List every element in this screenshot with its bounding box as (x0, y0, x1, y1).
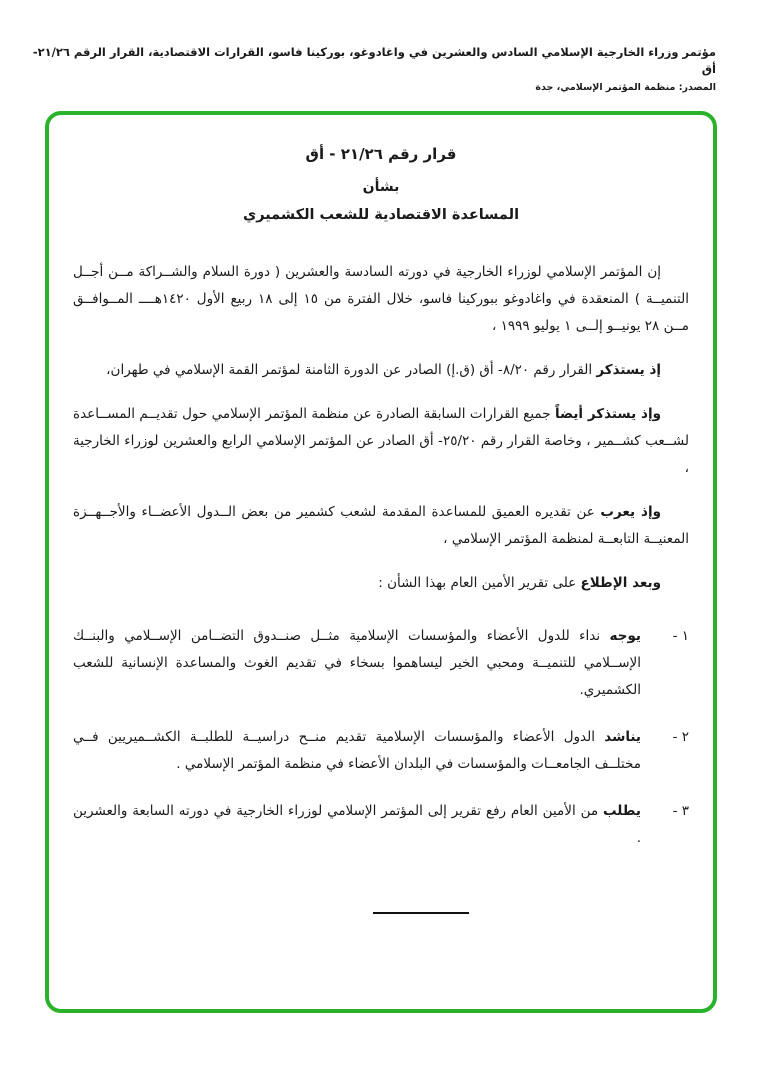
preamble-paragraph (73, 259, 689, 340)
item-text-block (73, 724, 641, 778)
paragraph-lead: وإذ يعرب (600, 503, 661, 520)
report-review-paragraph (73, 570, 689, 597)
item-text: الدول الأعضاء والمؤسسات الإسلامية تقديم منــح دراسيــة للطلبــة الكشــميريين فــي مختلــف الجامعــات والمؤسسات في البلدان الأعضاء في منظمة المؤتمر الإسلامي . (73, 728, 641, 772)
end-divider-line (373, 912, 469, 914)
paragraph-lead: إذ يستذكر (596, 361, 661, 378)
recalling-also-paragraph (73, 401, 689, 482)
item-lead: يطلب (602, 802, 642, 819)
item-number: ٣ - (672, 802, 689, 819)
paragraph-text: عن تقديره العميق للمساعدة المقدمة لشعب كشمير من بعض الــدول الأعضــاء والأجــهــزة المعنيــة التابعــة لمنظمة المؤتمر الإسلامي ، (73, 503, 689, 547)
paragraph-lead: وإذ يستذكر أيضاً (554, 405, 661, 422)
resolution-frame (45, 111, 717, 1013)
resolution-subject-title: المساعدة الاقتصادية للشعب الكشميري (242, 206, 520, 223)
paragraph-lead: وبعد الإطلاع (580, 574, 661, 591)
resolution-number-title: قرار رقم ٢١/٢٦ - أق (305, 144, 457, 163)
appreciation-paragraph (73, 499, 689, 553)
paragraph-text: إن المؤتمر الإسلامي لوزراء الخارجية في دورته السادسة والعشرين ( دورة السلام والشــراكة مــن أجــل التنميــة ) المنعقدة في واغادوغو ببوركينا فاسو، خلال الفترة من ١٥ إلى ١٨ ربيع الأول ١٤٢٠هــــ المــوافــق مــن ٢٨ يونيــو إلــى ١ يوليو ١٩٩٩ ، (73, 263, 689, 334)
item-number: ١ - (672, 627, 689, 644)
item-lead: يناشد (604, 728, 641, 745)
operative-items-list (69, 623, 693, 852)
item-text: من الأمين العام رفع تقرير إلى المؤتمر الإسلامي لوزراء الخارجية في دورته السابعة والعشرين . (73, 802, 641, 846)
list-item (73, 724, 689, 778)
item-text-block (73, 623, 641, 704)
source-header (0, 0, 762, 93)
recalling-paragraph (73, 357, 689, 384)
paragraph-text: جميع القرارات السابقة الصادرة عن منظمة المؤتمر الإسلامي حول تقديــم المســاعدة لشــعب كشــمير ، وخاصة القرار رقم ٢٥/٢٠- أق الصادر عن المؤتمر الإسلامي الرابع والعشرين لوزراء الخارجية ، (73, 405, 689, 476)
list-item (73, 798, 689, 852)
item-text: نداء للدول الأعضاء والمؤسسات الإسلامية مثــل صنــدوق التضــامن الإســلامي والبنــك الإســلامي للتنميــة ومحبي الخير ليساهموا بسخاء في تقديم الغوث والمساعدة الإنسانية للشعب الكشميري. (73, 627, 641, 698)
list-item (73, 623, 689, 704)
header-citation: مؤتمر وزراء الخارجية الإسلامي السادس والعشرين في واغادوغو، بوركينا فاسو، القرارات الاقتصادية، القرار الرقم ٢١/٢٦-أق (32, 45, 716, 77)
paragraph-text: على تقرير الأمين العام بهذا الشأن : (378, 574, 577, 591)
item-text-block (73, 798, 641, 852)
item-lead: يوجه (609, 627, 641, 644)
paragraph-text: القرار رقم ٨/٢٠- أق (ق.إ) الصادر عن الدورة الثامنة لمؤتمر القمة الإسلامي في طهران، (106, 361, 593, 378)
header-source: المصدر: منظمة المؤتمر الإسلامي، جدة (535, 81, 716, 93)
item-number: ٢ - (672, 728, 689, 745)
resolution-regarding-label: بشأن (362, 178, 400, 195)
